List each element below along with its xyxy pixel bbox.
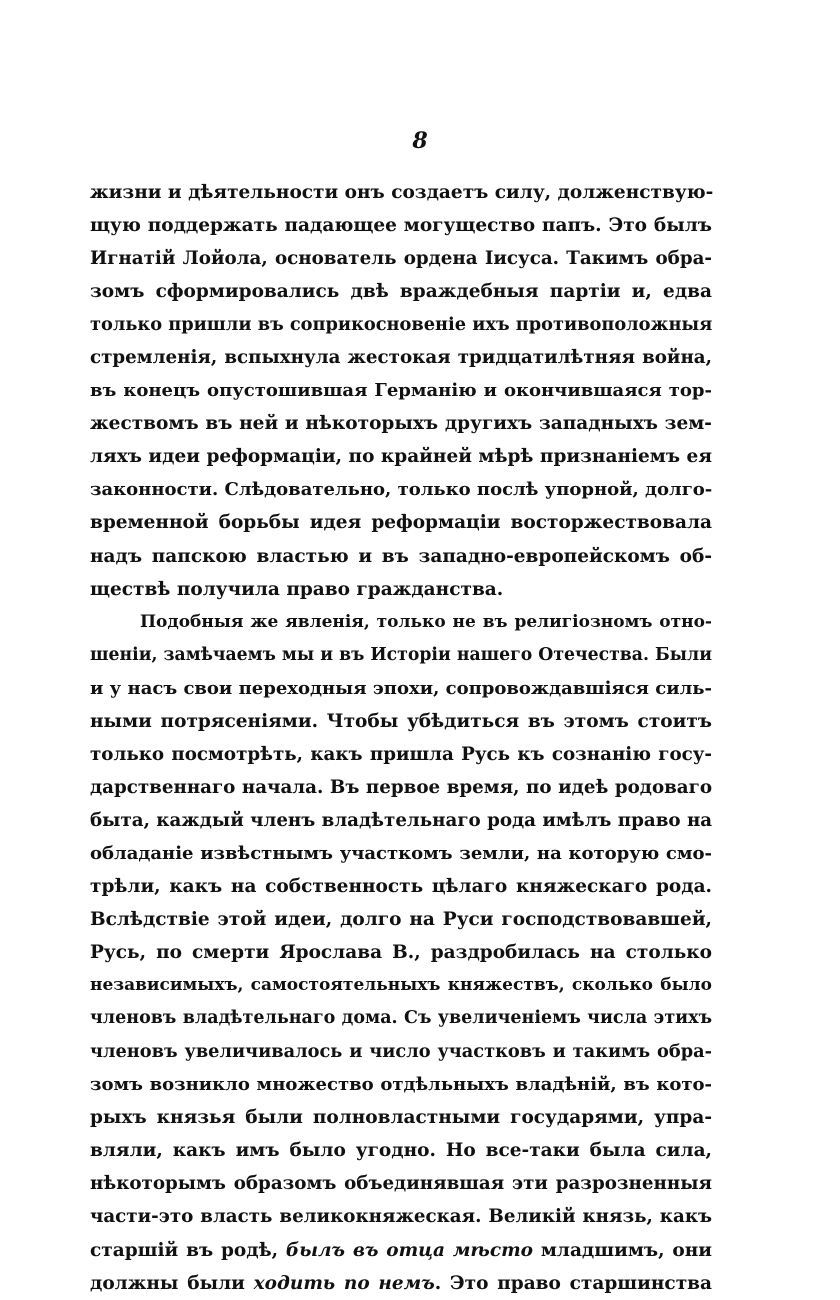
text-line: членовъ владѣтельнаго дома. Съ увеличеніемъ числа этихъ: [90, 1008, 712, 1029]
paragraph-start-line: Подобныя же явленія, только не въ религіозномъ отно-: [140, 611, 712, 632]
text-line: вляли, какъ имъ было угодно. Но все-таки была сила,: [90, 1140, 712, 1162]
text-line: зомъ возникло множество отдѣльныхъ владѣній, въ кото-: [90, 1074, 712, 1096]
text-line: жествомъ въ ней и нѣкоторыхъ другихъ западныхъ зем-: [90, 413, 712, 435]
text-line: въ конецъ опустошившая Германію и окончившаяся тор-: [90, 380, 712, 402]
text-line: временной борьбы идея реформаціи восторжествовала: [90, 512, 712, 534]
text-span: старшій въ родѣ,: [90, 1239, 286, 1261]
text-line: зомъ сформировались двѣ враждебныя партіи и, едва: [90, 281, 712, 303]
text-line: обладаніе извѣстнымъ участкомъ земли, на которую смо-: [90, 842, 712, 864]
text-line: только пришли въ соприкосновеніе ихъ противоположныя: [90, 314, 713, 336]
text-line: Игнатій Лойола, основатель ордена Іисуса. Такимъ обра-: [90, 248, 712, 270]
italic-phrase: ходить по немъ: [253, 1272, 435, 1294]
text-line: только посмотрѣть, какъ пришла Русь къ сознанію госу-: [90, 743, 712, 765]
text-line: ляхъ идеи реформаціи, по крайней мѣрѣ признаніемъ ея: [90, 446, 712, 468]
text-line: Вслѣдствіе этой идеи, долго на Руси господствовавшей,: [90, 909, 712, 931]
italic-phrase: былъ въ отца мѣсто: [285, 1239, 534, 1261]
text-line: быта, каждый членъ владѣтельнаго рода имѣлъ право на: [90, 809, 713, 831]
text-line: части-это власть великокняжеская. Великій князь, какъ: [90, 1206, 712, 1228]
text-line: трѣли, какъ на собственность цѣлаго княжескаго рода.: [90, 875, 712, 897]
paragraph-end-line: ществѣ получила право гражданства.: [90, 578, 504, 600]
body-text: [90, 176, 712, 1300]
text-line: стремленія, вспыхнула жестокая тридцатилѣтняя война,: [90, 347, 712, 369]
text-span: должны были: [90, 1272, 254, 1294]
text-line-with-italic: [90, 1267, 712, 1300]
text-line: Русь, по смерти Ярослава В., раздробилась на столько: [90, 942, 712, 964]
text-line-with-italic: [90, 1234, 712, 1267]
text-line: надъ папскою властью и въ западно-европейскомъ об-: [90, 545, 712, 567]
text-line: и у насъ свои переходныя эпохи, сопровождавшіяся силь-: [90, 677, 712, 699]
text-line: шеніи, замѣчаемъ мы и въ Исторіи нашего Отечества. Были: [90, 644, 712, 665]
text-line: членовъ увеличивалось и число участковъ и такимъ обра-: [90, 1041, 712, 1063]
text-line: дарственнаго начала. Въ первое время, по идеѣ родоваго: [90, 776, 712, 798]
text-span: . Это право старшинства: [434, 1272, 712, 1294]
text-span: младшимъ, они: [533, 1239, 712, 1261]
text-line: нѣкоторымъ образомъ объединявшая эти разрозненныя: [90, 1173, 712, 1195]
text-line: жизни и дѣятельности онъ создаетъ силу, долженствую-: [90, 182, 714, 203]
text-line: ными потрясеніями. Чтобы убѣдиться въ этомъ стоитъ: [90, 710, 712, 732]
text-line: законности. Слѣдовательно, только послѣ упорной, долго-: [90, 479, 713, 501]
text-line: рыхъ князья были полновластными государями, упра-: [90, 1107, 712, 1129]
text-line: независимыхъ, самостоятельныхъ княжествъ, сколько было: [90, 975, 712, 996]
text-line: щую поддержать падающее могущество папъ. Это былъ: [90, 215, 712, 237]
page-number: 8: [412, 128, 428, 154]
